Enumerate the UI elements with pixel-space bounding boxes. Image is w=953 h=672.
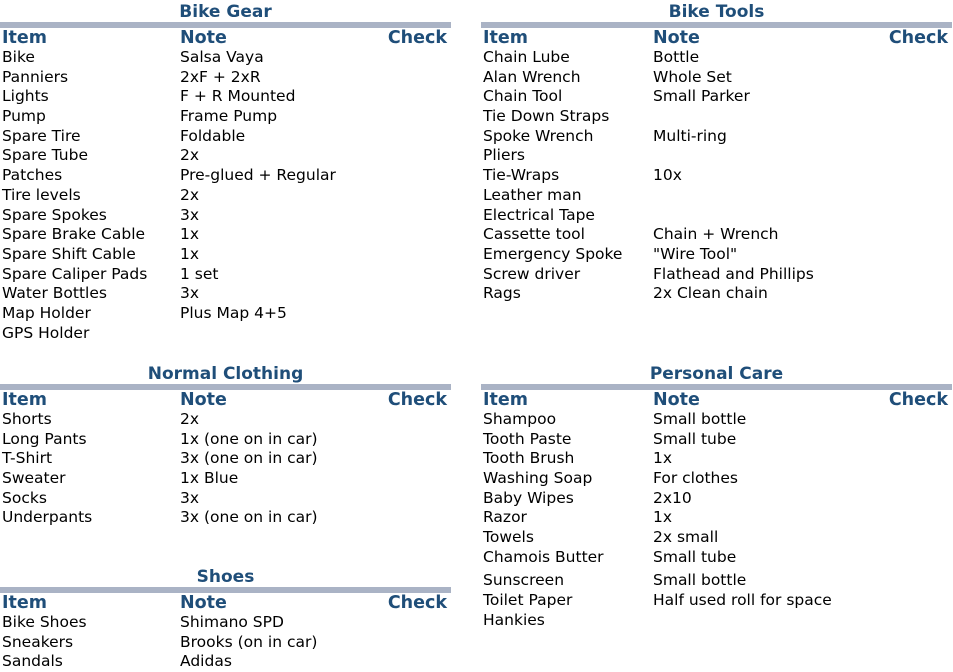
list-item [481,87,952,107]
item-note: 10x [653,166,682,185]
note-column-header: Note [653,28,700,48]
list-item [0,48,451,68]
list-item [481,548,952,568]
item-column-header: Item [483,28,528,48]
list-item [0,449,451,469]
item-note: Pre-glued + Regular [180,166,336,185]
list-item [481,508,952,528]
item-name: Spare Brake Cable [2,225,146,244]
section-title: Bike Tools [481,2,952,28]
list-item [0,225,451,245]
item-note: 2x [180,146,200,165]
item-name: Sunscreen [483,570,565,589]
list-item [0,87,451,107]
item-note: Salsa Vaya [180,48,264,66]
check-column-header: Check [888,28,948,48]
item-note: Half used roll for space [653,591,832,610]
item-column-header: Item [2,28,47,48]
list-item [0,127,451,147]
item-note: 2x Clean chain [653,284,768,303]
list-item [0,489,451,509]
item-name: Spare Spokes [2,205,107,224]
column-header-row [0,593,451,613]
item-column-header: Item [483,390,528,410]
item-note: Shimano SPD [180,613,284,631]
item-note: "Wire Tool" [653,244,738,263]
list-item [0,206,451,226]
item-name: Shorts [2,410,52,428]
list-item [481,186,952,206]
note-column-header: Note [180,593,227,613]
column-header-row [481,28,952,48]
list-item [0,304,451,324]
list-item [0,410,451,430]
item-note: 1x Blue [180,469,239,488]
list-item [481,430,952,450]
item-note: Small Parker [653,87,750,106]
list-item [0,652,451,672]
item-note: 3x [180,205,200,224]
item-column-header: Item [2,390,47,410]
list-item [0,469,451,489]
section-bike-gear [0,2,451,343]
list-item [481,591,952,611]
note-column-header: Note [653,390,700,410]
item-note: Bottle [653,48,700,66]
item-note: 2x10 [653,488,692,507]
list-item [0,166,451,186]
item-name: Spoke Wrench [483,126,594,145]
item-name: Chain Tool [483,87,563,106]
check-column-header: Check [387,28,447,48]
item-note: 3x (one on in car) [180,449,318,468]
list-item [0,245,451,265]
item-name: Leather man [483,185,582,204]
item-name: Map Holder [2,303,91,322]
check-column-header: Check [888,390,948,410]
item-name: Emergency Spoke [483,244,623,263]
list-item [0,613,451,633]
list-item [0,324,451,344]
item-name: Sweater [2,469,66,488]
list-item [0,146,451,166]
list-item [0,633,451,653]
item-note: Brooks (on in car) [180,632,318,651]
item-note: 2x [180,410,200,428]
item-name: Tire levels [2,185,81,204]
item-note: 1x (one on in car) [180,429,318,448]
item-name: Tie-Wraps [483,166,560,185]
section-title: Shoes [0,567,451,593]
item-name: Shampoo [483,410,557,428]
list-item [481,410,952,430]
item-note: 1x [180,244,200,263]
item-note: Small bottle [653,570,747,589]
item-note: Small tube [653,429,737,448]
item-note: 2x [180,185,200,204]
list-item [481,48,952,68]
item-note: Frame Pump [180,107,278,126]
item-note: 3x [180,488,200,507]
section-title: Normal Clothing [0,364,451,390]
item-note: F + R Mounted [180,87,296,106]
item-note: Chain + Wrench [653,225,779,244]
list-item [0,430,451,450]
item-name: Bike Shoes [2,613,87,631]
column-header-row [0,390,451,410]
item-note: 1x [653,508,673,527]
item-name: T-Shirt [2,449,53,468]
check-column-header: Check [387,593,447,613]
item-note: Small tube [653,547,737,566]
item-name: Baby Wipes [483,488,574,507]
section-bike-tools [481,2,952,304]
item-name: Pump [2,107,46,126]
list-item [481,571,952,591]
list-item [481,166,952,186]
list-item [0,186,451,206]
list-item [481,206,952,226]
item-name: Lights [2,87,49,106]
list-item [481,146,952,166]
list-item [0,107,451,127]
list-item [481,611,952,631]
item-name: Pliers [483,146,525,165]
item-name: Rags [483,284,521,303]
item-name: Bike [2,48,35,66]
item-name: Sneakers [2,632,74,651]
list-item [481,225,952,245]
item-name: Spare Tube [2,146,88,165]
section-personal-care [481,364,952,627]
note-column-header: Note [180,28,227,48]
list-item [481,284,952,304]
list-item [481,265,952,285]
item-name: Patches [2,166,63,185]
item-note: Small bottle [653,410,747,428]
item-name: Toilet Paper [483,591,573,610]
item-name: Water Bottles [2,284,107,303]
item-name: Hankies [483,610,545,629]
item-name: Tie Down Straps [483,107,610,126]
section-shoes [0,567,451,672]
list-item [0,508,451,528]
item-column-header: Item [2,593,47,613]
item-name: Electrical Tape [483,205,595,224]
item-name: Spare Tire [2,126,81,145]
item-note: Plus Map 4+5 [180,303,287,322]
item-note: 1 set [180,264,219,283]
item-name: Towels [483,528,534,547]
item-name: Spare Caliper Pads [2,264,148,283]
item-note: 2x small [653,528,719,547]
item-name: Washing Soap [483,469,593,488]
list-item [481,245,952,265]
item-name: Cassette tool [483,225,585,244]
item-name: Tooth Paste [483,429,572,448]
item-note: Whole Set [653,67,732,86]
item-note: Foldable [180,126,246,145]
list-item [481,127,952,147]
item-note: 1x [180,225,200,244]
item-name: Chain Lube [483,48,570,66]
item-name: Alan Wrench [483,67,581,86]
item-note: 3x [180,284,200,303]
section-normal-clothing [0,364,451,528]
column-header-row [0,28,451,48]
item-name: Underpants [2,508,93,527]
item-name: GPS Holder [2,323,90,342]
list-item [0,284,451,304]
item-name: Long Pants [2,429,87,448]
list-item [481,68,952,88]
item-name: Panniers [2,67,69,86]
item-note: Multi-ring [653,126,727,145]
item-note: 3x (one on in car) [180,508,318,527]
section-title: Personal Care [481,364,952,390]
list-item [481,469,952,489]
item-name: Chamois Butter [483,547,604,566]
item-note: For clothes [653,469,738,488]
item-note: Flathead and Phillips [653,264,814,283]
item-name: Razor [483,508,527,527]
item-name: Screw driver [483,264,581,283]
check-column-header: Check [387,390,447,410]
list-item [0,265,451,285]
list-item [481,528,952,548]
item-note: 2xF + 2xR [180,67,261,86]
item-note: Adidas [180,652,232,671]
item-name: Tooth Brush [483,449,575,468]
note-column-header: Note [180,390,227,410]
item-name: Spare Shift Cable [2,244,136,263]
list-item [481,489,952,509]
item-name: Sandals [2,652,63,671]
item-note: 1x [653,449,673,468]
list-item [0,68,451,88]
section-title: Bike Gear [0,2,451,28]
list-item [481,449,952,469]
list-item [481,107,952,127]
item-name: Socks [2,488,47,507]
column-header-row [481,390,952,410]
